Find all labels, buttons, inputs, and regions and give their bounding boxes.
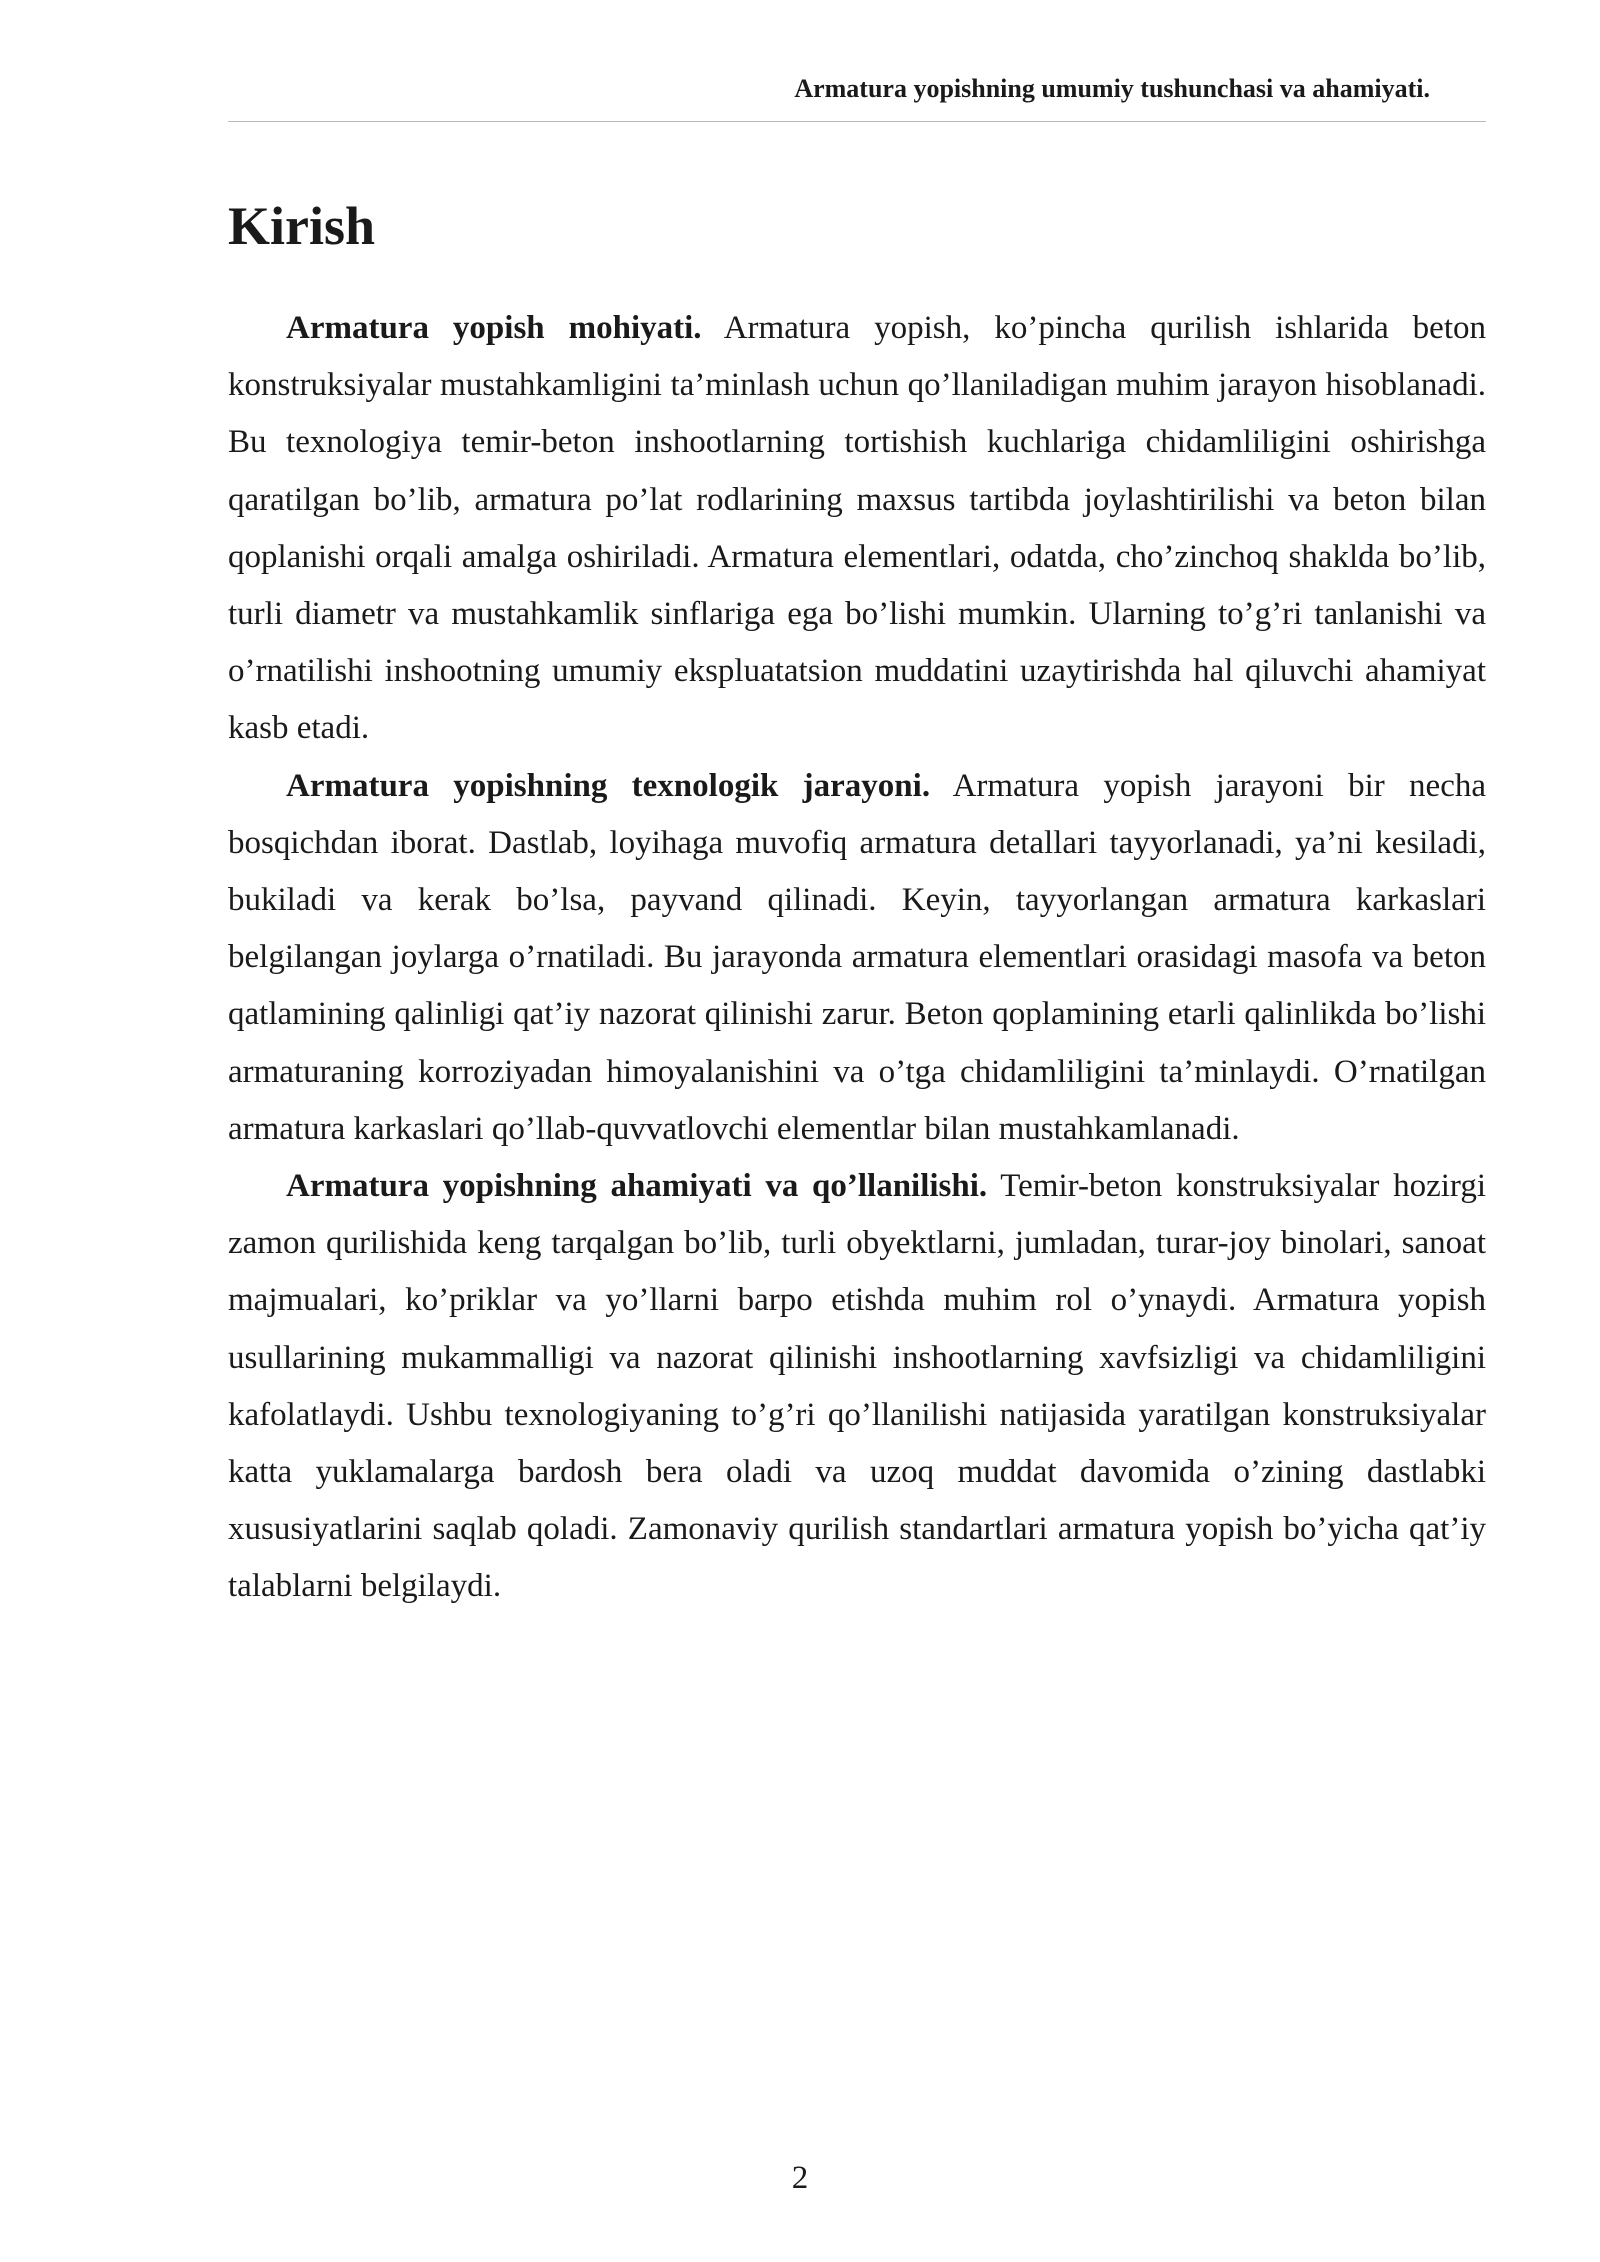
paragraph-lead: Armatura yopish mohiyati. — [286, 310, 702, 346]
section-heading: Kirish — [228, 196, 376, 256]
page-number: 2 — [791, 2160, 809, 2196]
paragraph-essence — [228, 300, 1486, 758]
paragraph-importance — [228, 1158, 1486, 1616]
paragraph-lead: Armatura yopishning texnologik jarayoni. — [286, 767, 931, 804]
body-text — [228, 300, 1486, 1616]
paragraph-text: Armatura yopish jarayoni bir necha bosqichdan iborat. Dastlab, loyihaga muvofiq armatura detallari tayyorlanadi, ya’ni kesiladi, bukiladi va kerak bo’lsa, payvand qilinadi. Keyin, tayyorlangan armatura karkaslari belgilangan joylarga o’rnatiladi. Bu jarayonda armatura elementlari orasidagi masofa va beton qatlamining qalinligi qat’iy nazorat qilinishi zarur. Beton qoplamining etarli qalinlikda bo’lishi armaturaning korroziyadan himoyalanishini va o’tga chidamliligini ta’minlaydi. O’rnatilgan armatura karkaslari qo’llab-quvvatlovchi elementlar bilan mustahkamlanadi. — [228, 767, 1486, 1147]
paragraph-text: Temir-beton konstruksiyalar hozirgi zamon qurilishida keng tarqalgan bo’lib, turli obyektlarni, jumladan, turar-joy binolari, sanoat majmualari, ko’priklar va yo’llarni barpo etishda muhim rol o’ynaydi. Armatura yopish usullarining mukammalligi va nazorat qilinishi inshootlarning xavfsizligi va chidamliligini kafolatlaydi. Ushbu texnologiyaning to’g’ri qo’llanilishi natijasida yaratilgan konstruksiyalar katta yuklamalarga bardosh bera oladi va uzoq muddat davomida o’zining dastlabki xususiyatlarini saqlab qoladi. Zamonaviy qurilish standartlari armatura yopish bo’yicha qat’iy talablarni belgilaydi. — [228, 1168, 1486, 1605]
paragraph-text: Armatura yopish, ko’pincha qurilish ishlarida beton konstruksiyalar mustahkamligini ta’minlash uchun qo’llaniladigan muhim jarayon hisoblanadi. Bu texnologiya temir-beton inshootlarning tortishish kuchlariga chidamliligini oshirishga qaratilgan bo’lib, armatura po’lat rodlarining maxsus tartibda joylashtirilishi va beton bilan qoplanishi orqali amalga oshiriladi. Armatura elementlari, odatda, cho’zinchoq shaklda bo’lib, turli diametr va mustahkamlik sinflariga ega bo’lishi mumkin. Ularning to’g’ri tanlanishi va o’rnatilishi inshootning umumiy ekspluatatsion muddatini uzaytirishda hal qiluvchi ahamiyat kasb etadi. — [228, 310, 1486, 747]
paragraph-lead: Armatura yopishning ahamiyati va qo’llanilishi. — [286, 1168, 988, 1205]
header-divider — [228, 121, 1486, 122]
running-header: Armatura yopishning umumiy tushunchasi va ahamiyati. — [794, 74, 1430, 103]
paragraph-process — [228, 758, 1486, 1158]
